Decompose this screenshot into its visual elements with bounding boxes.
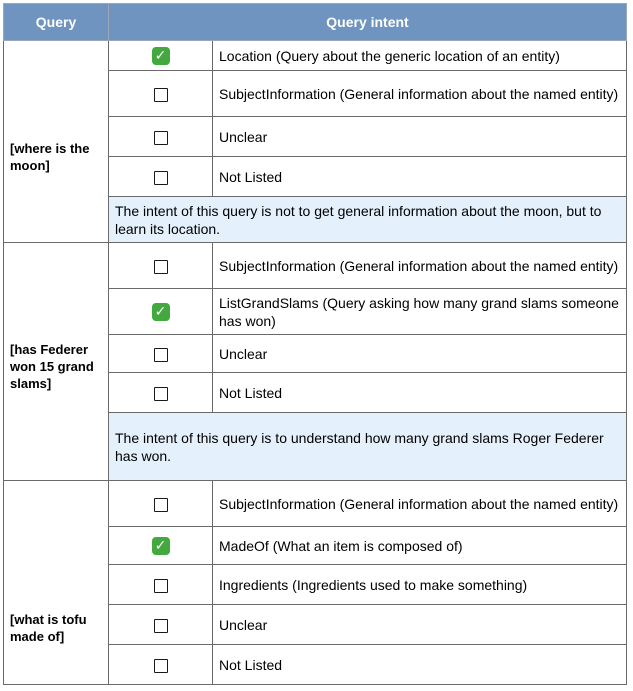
option-checkbox[interactable] (109, 157, 213, 197)
option-checkbox[interactable] (109, 565, 213, 605)
option-row (4, 41, 627, 71)
option-label: Ingredients (Ingredients used to make something) (213, 565, 627, 605)
check-icon: ✓ (152, 537, 170, 555)
option-label: Location (Query about the generic location of an entity) (213, 41, 627, 71)
option-row (4, 481, 627, 527)
option-label: ListGrandSlams (Query asking how many grand slams someone has won) (213, 289, 627, 335)
option-checkbox[interactable] (109, 373, 213, 413)
option-label: Not Listed (213, 373, 627, 413)
option-checkbox[interactable] (109, 289, 213, 335)
header-intent: Query intent (109, 4, 627, 41)
option-checkbox[interactable] (109, 41, 213, 71)
checkbox-empty-icon (154, 498, 168, 512)
option-label: SubjectInformation (General information about the named entity) (213, 481, 627, 527)
query-cell: [what is tofu made of] (4, 481, 109, 685)
checkbox-empty-icon (154, 348, 168, 362)
check-icon: ✓ (152, 303, 170, 321)
option-label: SubjectInformation (General information about the named entity) (213, 71, 627, 117)
option-checkbox[interactable] (109, 645, 213, 685)
option-label: Unclear (213, 605, 627, 645)
query-cell: [has Federer won 15 grand slams] (4, 243, 109, 481)
header-row (4, 4, 627, 41)
option-checkbox[interactable] (109, 243, 213, 289)
option-checkbox[interactable] (109, 527, 213, 565)
explanation-note: The intent of this query is to understand how many grand slams Roger Federer has won. (109, 413, 627, 481)
checkbox-empty-icon (154, 131, 168, 145)
check-icon: ✓ (152, 47, 170, 65)
explanation-note: The intent of this query is not to get general information about the moon, but to learn its location. (109, 197, 627, 243)
query-intent-table (3, 3, 627, 685)
option-row (4, 243, 627, 289)
query-cell: [where is the moon] (4, 41, 109, 243)
checkbox-empty-icon (154, 619, 168, 633)
checkbox-empty-icon (154, 387, 168, 401)
option-checkbox[interactable] (109, 117, 213, 157)
header-query: Query (4, 4, 109, 41)
checkbox-empty-icon (154, 171, 168, 185)
option-checkbox[interactable] (109, 605, 213, 645)
option-label: Unclear (213, 117, 627, 157)
option-checkbox[interactable] (109, 481, 213, 527)
checkbox-empty-icon (154, 260, 168, 274)
checkbox-empty-icon (154, 88, 168, 102)
checkbox-empty-icon (154, 659, 168, 673)
option-label: MadeOf (What an item is composed of) (213, 527, 627, 565)
option-label: SubjectInformation (General information about the named entity) (213, 243, 627, 289)
option-label: Unclear (213, 335, 627, 373)
option-label: Not Listed (213, 157, 627, 197)
option-label: Not Listed (213, 645, 627, 685)
option-checkbox[interactable] (109, 71, 213, 117)
option-checkbox[interactable] (109, 335, 213, 373)
checkbox-empty-icon (154, 579, 168, 593)
